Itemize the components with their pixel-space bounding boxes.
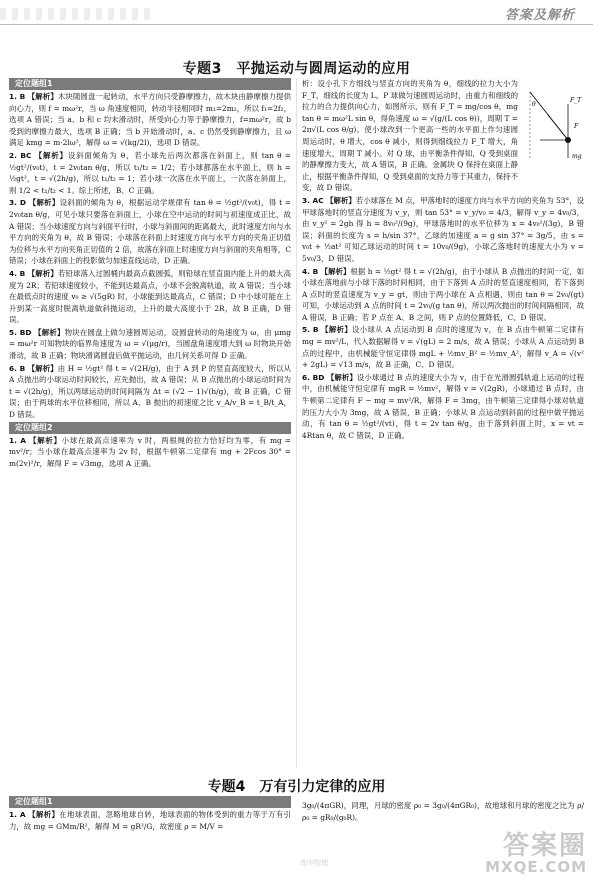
answer-item: 5. BD 【解析】物块在圆盘上做匀速圆周运动，设圆盘转动的角速度为 ω，由 μmg = mω²r 可知物块的临界角速度为 ω = √(μg/r)，当圆盘角速度增大到 ω 时物块开始滑动，故 B 正确；物块滑离圆盘后做平抛运动，由几何关系可得 D 正确。 bbox=[9, 327, 291, 361]
section-title-3: 专题3 平抛运动与圆周运动的应用 bbox=[182, 61, 411, 77]
answer-item: 4. B 【解析】若铅球落入过圆桶内最高点截圆弧，则铅球在竖直面内能上升的最大高度为 2R；若铅球速度较小，不能到达最高点，小球不会脱离轨道，故 A 错误；当小球在最低点时的速度 v₀ ≥ √(5gR) 时，小球能到达最高点，C 错误；D 中小球可能在上升到某一高度时脱离轨道做斜抛运动，上升的最大高度小于 2R，故 B 正确，D 错误。 bbox=[9, 268, 291, 325]
watermark-subtext: 高中物理 bbox=[300, 859, 328, 867]
watermark bbox=[485, 825, 587, 876]
column-divider bbox=[296, 78, 297, 768]
label-mg: mg bbox=[572, 153, 582, 160]
bottom-right-column bbox=[302, 800, 584, 824]
label-ft: F_T bbox=[570, 97, 582, 104]
force-diagram bbox=[520, 88, 586, 162]
answer-item: 3g₀/(4πGR)，同理，月球的密度 ρ₀ = 3g₀/(4πGR₀)，故地球和月球的密度之比为 ρ/ρ₀ = gR₀/(g₀R)。 bbox=[302, 801, 584, 822]
watermark-logo: 答案圈 bbox=[502, 831, 587, 861]
answer-item: 4. B 【解析】根据 h = ½gt² 得 t = √(2h/g)，由于小球从 B 点抛出的时间一定，如小球在落地前与小球下落的时间相同，由于下落到 A 点时的竖直速度相同，若下落到 A 点时的竖直速度为 v_y = gt，则由于两小球在 A 点相遇，则由 tan θ = 2v₀/(gt) 可知，小球运动到 A 点的时间 t = 2v₀/(g tan θ)，所以两次抛出的时间间隔相同，故 A 错误，B 正确；若 P 点在 A、B 之间，则 P 点的位置降低，C、D 错误。 bbox=[302, 266, 584, 322]
header-rule bbox=[0, 24, 593, 25]
section-title-4: 专题4 万有引力定律的应用 bbox=[207, 779, 386, 795]
tension-vector bbox=[548, 115, 568, 140]
answer-item: 析：设小孔下方细线与竖直方向的夹角为 θ，细线的拉力大小为 F_T，细线的长度为 L。P 球做匀速圆周运动时，由重力和细线的拉力的合力提供向心力，如图所示，则有 F_T = mg/cos θ，mg tan θ = mω²L sin θ，得角速度 ω = √(g/(L cos θ))，周期 T = 2π√(L cos θ/g)。使小球改到一个更高一些的水平面上作匀速圆周运动时，θ 增大，cos θ 减小，则得到细线拉力 F_T 增大，角速度增大，周期 T 减小。对 Q 球，由平衡条件得知，Q 受到桌面的静摩擦力变大，故 A 错误，B 正确。金属块 Q 保持在桌面上静止，根据平衡条件得知，Q 受到桌面的支持力等于其重力，保持不变，故 D 错误。 bbox=[302, 79, 518, 193]
answer-item: 5. B 【解析】设小球从 A 点运动到 B 点时的速度为 v，在 B 点由牛顿第二定律有 mg = mv²/L，代入数据解得 v = √(gL) = 2 m/s，故 A 错误；小球从 A 点运动到 B 点的过程中，由机械能守恒定律得 mgL + ½mv_B² = ½mv_A²，解得 v_A = √(v² + 2gL) = √13 m/s，故 B 正确，C、D 错误。 bbox=[302, 325, 584, 370]
answer-item: 1. A 【解析】在地球表面，忽略地球自转，地球表面的物体受到的重力等于万有引力，故 mg = GMm/R²，解得 M = gR²/G，故密度 ρ = M/V = bbox=[9, 810, 291, 831]
answer-item: 1. A 【解析】小球在最高点速率为 v 时，两根绳的拉力恰好均为零，有 mg = mv²/r；当小球在最高点速率为 2v 时，根据牛顿第二定律有 mg + 2Fcos 30° = m(2v)²/r，解得 F = √3mg，选项 A 正确。 bbox=[9, 435, 291, 468]
group-tag-3: 定位题组1 bbox=[9, 796, 291, 808]
answer-item: 6. B 【解析】由 H = ½gt² 得 t = √(2H/g)，由于 A 到 P 的竖直高度较大，所以从 A 点抛出的小球运动时间较长，应先抛出，故 A 错误；从 B 点抛出的小球运动时间为 t = √(2h/g)，所以两球运动的时间间隔为 Δt = (√2 − 1)√(h/g)，故 B 正确，C 错误；由于两球的水平位移相同，所以 A、B 抛出的初速度之比 v_A/v_B = t_B/t_A，D 错误。 bbox=[9, 363, 291, 420]
top-header bbox=[0, 0, 593, 26]
answer-item: 1. B 【解析】木块随圆盘一起转动，水平方向只受静摩擦力，故木块由静摩擦力提供向心力，则 f = mω²r，当 ω 角速度相同，转动半径相同时 m₁=2m₂，所以 f₁=2f₂，选项 A 错误；当 a、b 和 c 均未滑动时，所受向心力等于静摩擦力，f=mω²r，故 b 受到的摩擦力最大，选项 B 正确；当 b 开始滑动时，a、c 仍然受到静摩擦力，且 ω 满足 kmg = m·2lω²，解得 ω = √(kg/2l)，选项 D 错误。 bbox=[9, 92, 291, 148]
label-theta: θ bbox=[532, 101, 536, 108]
answer-item: 3. AC 【解析】若小球落在 M 点，甲落地时的速度方向与水平方向的夹角为 53°，设甲球落地时的竖直分速度为 v_y，则 tan 53° = v_y/v₀ = 4/3，解得 v_y = 4v₀/3，由 v_y² = 2gh 得 h = 8v₀²/(9g)，甲球落地时的水平位移为 x = 4v₀²/(3g)，B 错误；斜面的长度为 s = h/sin 37°，乙球的加速度 a = g sin 37° = 3g/5，由 s = v₀t + ½at² 可知乙球运动的时间 t = 10v₀/(9g)，小球乙落地时的速度大小为 v = 5v₀/3，D 错误。 bbox=[302, 195, 584, 263]
group-tag-1: 定位题组1 bbox=[9, 78, 291, 90]
label-f: F bbox=[574, 123, 579, 130]
answer-item: 6. BD 【解析】设小球通过 B 点的速度大小为 v，由于在光滑圆弧轨道上运动的过程中，由机械能守恒定律有 mgR = ½mv²，解得 v = √(2gR)，小球通过 B 点时，由牛顿第二定律有 F − mg = mv²/R，解得 F = 3mg，由牛顿第三定律得小球对轨道的压力大小为 3mg，故 A 错误，B 正确；小球从 B 点运动到斜面的过程中做平抛运动，有 tan θ = ½gt²/(vt)，得 t = 2v tan θ/g，由于落到斜面上时，x = vt = 4Rtan θ，故 C 错误，D 正确。 bbox=[302, 372, 584, 440]
watermark-url: MXQE.COM bbox=[485, 858, 587, 876]
header-label: 答案及解析 bbox=[504, 8, 575, 23]
answer-item: 3. D 【解析】设斜面的倾角为 θ，根据运动学规律有 tan θ = ½gt²/(v₀t)，得 t = 2v₀tan θ/g，可见小球只要落在斜面上，小球在空中运动的时间与初速度成正比，故 A 错误；当小球速度方向与斜面平行时，小球与斜面间的距离最大，此时速度方向与水平方向的夹角为 θ，故 B 错误；小球落在斜面上时速度方向与水平方向的夹角正切值为位移与水平方向夹角正切值的 2 倍，故落在斜面上时速度方向与斜面的夹角相等，C 错误；小球在斜面上的投影做匀加速直线运动，D 正确。 bbox=[9, 198, 291, 266]
header-decoration bbox=[0, 8, 150, 20]
answer-item: 2. BC 【解析】设斜面倾角为 θ，若小球先后两次都落在斜面上，则 tan θ = ½gt²/(v₀t)，t = 2v₀tan θ/g，所以 t₁/t₂ = 1/2；若小球都落在水平面上，则 h = ½gt²，t = √(2h/g)，所以 t₁/t₂ = 1；若小球一次落在水平面上，一次落在斜面上，则 1/2 < t₁/t₂ < 1。综上所述，B、C 正确。 bbox=[9, 150, 291, 195]
bottom-left-column bbox=[9, 796, 291, 833]
left-column bbox=[9, 78, 291, 470]
group-tag-2: 定位题组2 bbox=[9, 422, 291, 434]
